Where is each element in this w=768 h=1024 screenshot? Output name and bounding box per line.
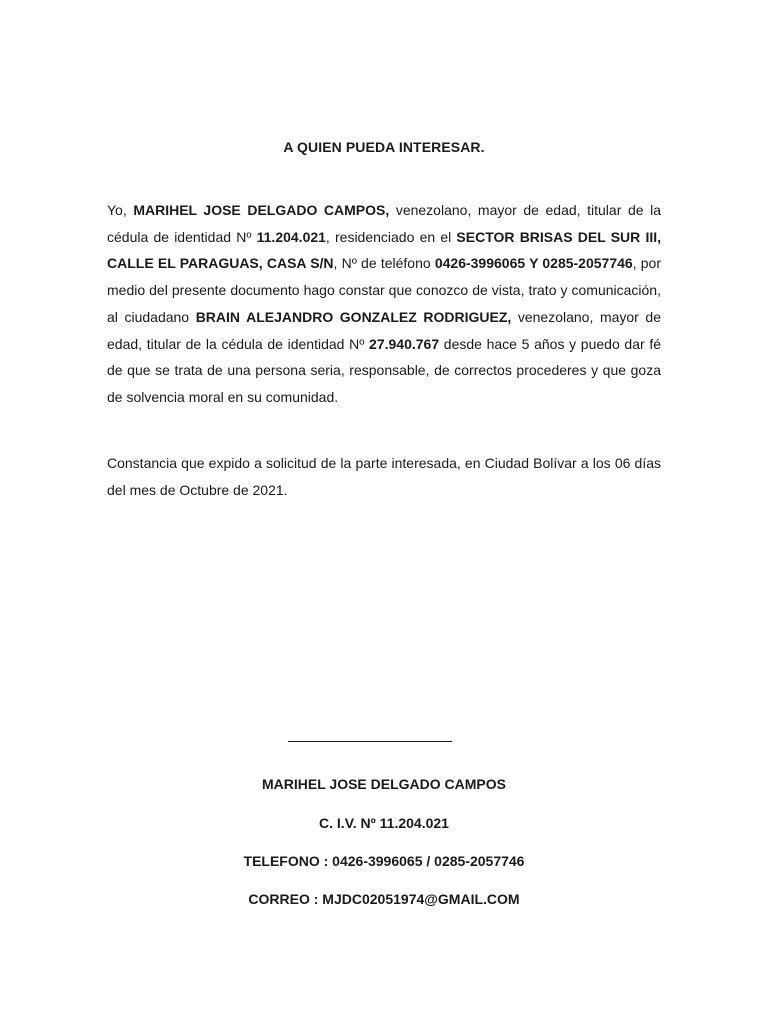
subject-id-number: 27.940.767 (369, 335, 440, 352)
text-run: desde hace 5 años y puedo dar fé de que se trata de una persona seria, responsable, de correctos procederes y que goza de solvencia moral en su comunidad. (107, 335, 662, 405)
text-run: , por medio del presente documento hago constar que conozco de vista, trato y comunicación, al ciudadano (107, 255, 662, 325)
text-run: Yo, (107, 202, 134, 218)
signature-name: MARIHEL JOSE DELGADO CAMPOS (262, 776, 506, 792)
text-run: venezolano, mayor de edad, titular de la cédula de identidad Nº (107, 308, 661, 352)
subject-name: BRAIN ALEJANDRO GONZALEZ RODRIGUEZ, (195, 308, 512, 325)
text-run: venezolano, mayor de edad, titular de la cédula de identidad Nº (107, 202, 661, 245)
declarant-name: MARIHEL JOSE DELGADO CAMPOS, (133, 202, 390, 218)
declarant-address: SECTOR BRISAS DEL SUR III, CALLE EL PARAGUAS, CASA S/N (107, 228, 662, 272)
signature-line (288, 741, 452, 742)
body-paragraph-closing: Constancia que expido a solicitud de la parte interesada, en Ciudad Bolívar a los 06 días del mes de Octubre de 2021. (107, 455, 661, 498)
text-run: , residenciado en el (325, 228, 457, 245)
declarant-id-number: 11.204.021 (256, 228, 326, 245)
body-paragraph-declaration (107, 197, 661, 411)
document-title: A QUIEN PUEDA INTERESAR. (283, 139, 485, 155)
declarant-phones: 0426-3996065 Y 0285-2057746 (434, 255, 633, 272)
signature-phone: TELEFONO : 0426-3996065 / 0285-2057746 (243, 853, 525, 869)
signature-id: C. I.V. Nº 11.204.021 (319, 815, 449, 831)
signature-email: CORREO : MJDC02051974@GMAIL.COM (248, 891, 520, 907)
text-run: , Nº de teléfono (333, 255, 435, 272)
